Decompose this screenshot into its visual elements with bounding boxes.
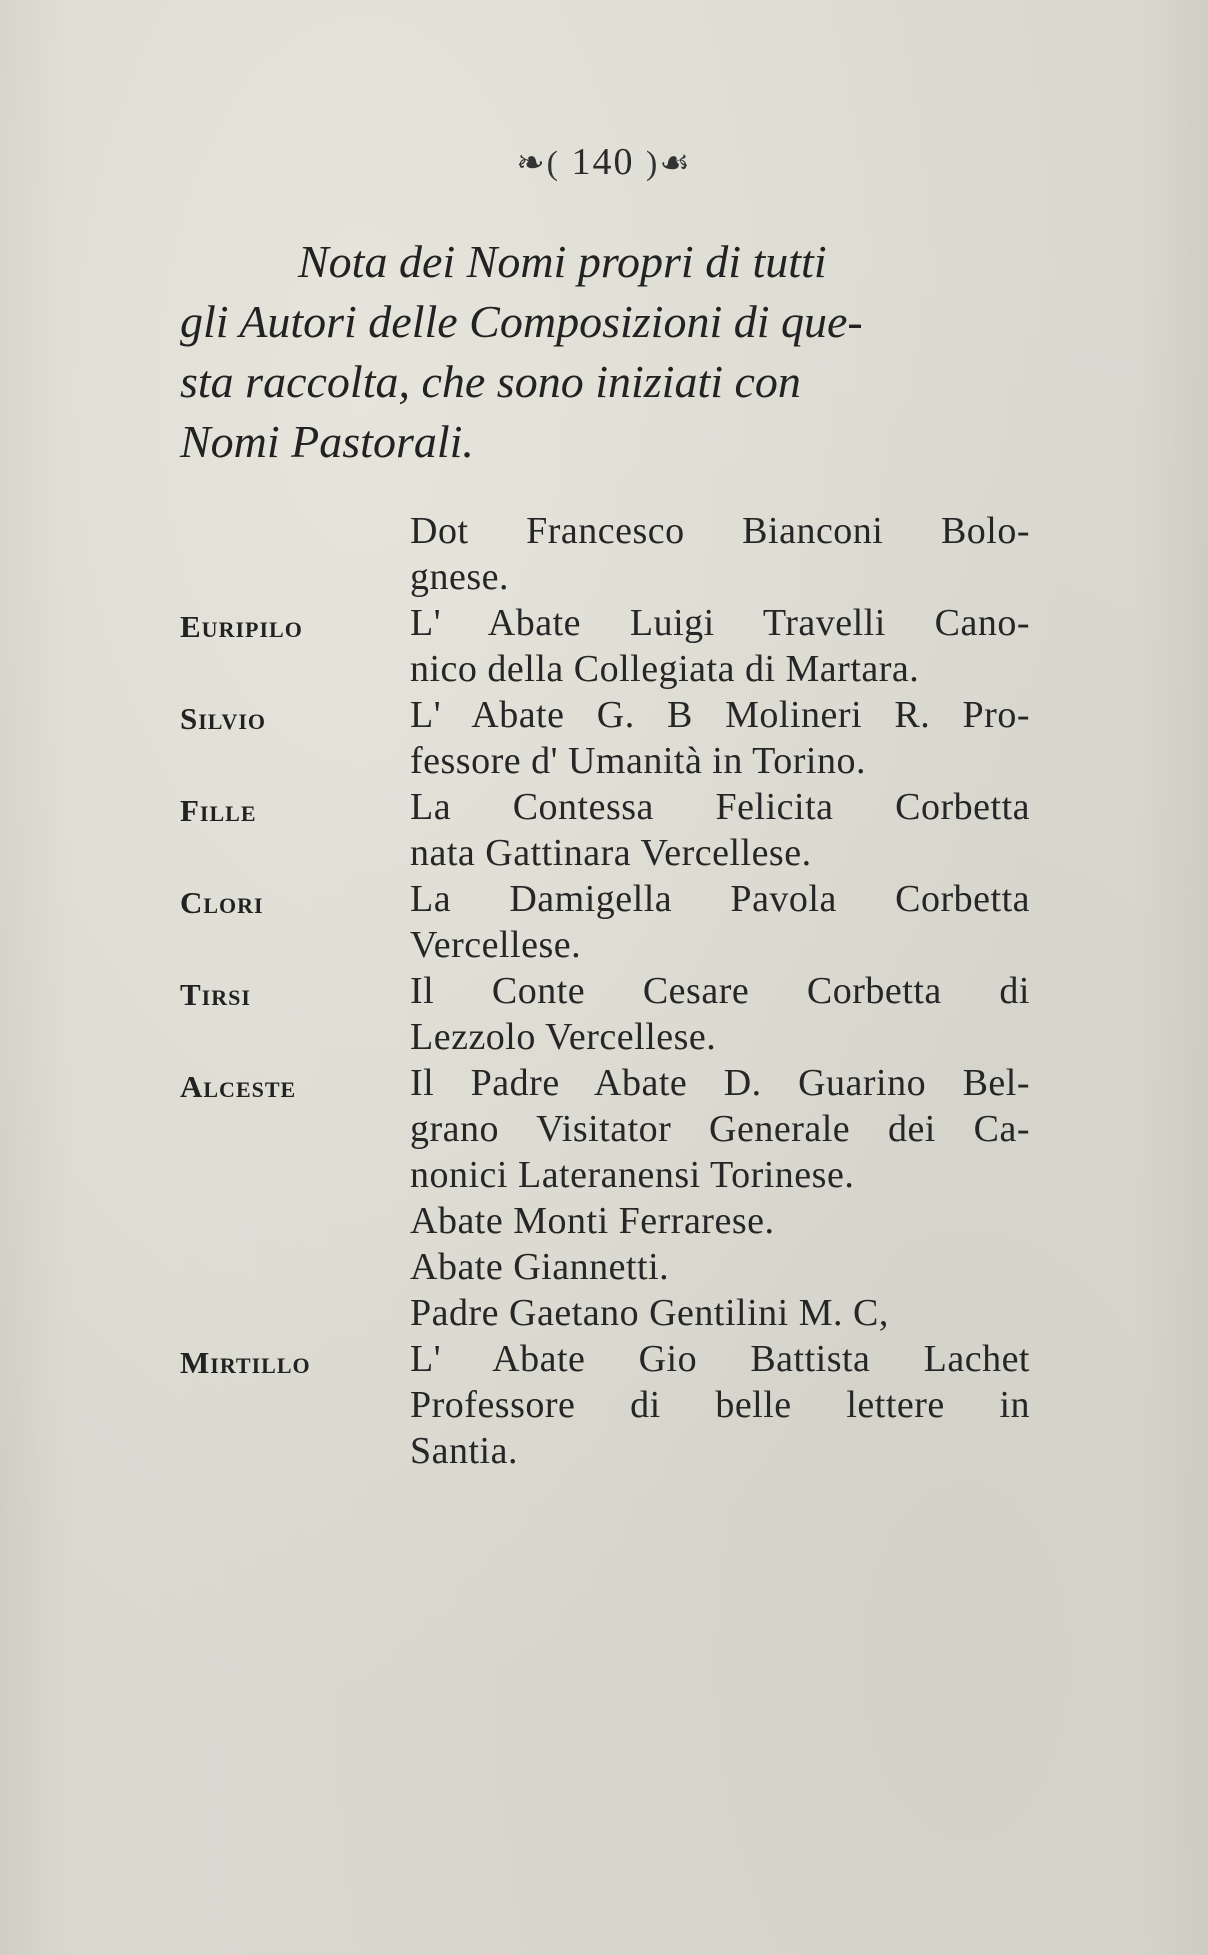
author-entry [180,600,1030,692]
author-entry [180,876,1030,968]
author-entry [180,968,1030,1060]
author-description [410,692,1030,784]
description-line: Professore di belle lettere in [410,1384,1030,1426]
author-list [180,508,1030,1474]
description-line: nata Gattinara Vercellese. [410,832,812,874]
description-line: nico della Collegiata di Martara. [410,648,920,690]
author-entry [180,784,1030,876]
pastoral-name: Euripilo [180,609,303,644]
description-line: Dot Francesco Bianconi Bolo- [410,510,1030,552]
author-description [410,1060,1030,1198]
author-description [410,784,1030,876]
ornament-right: )☙ [646,145,692,182]
author-entry [180,1060,1030,1198]
description-line: Abate Monti Ferrarese. [410,1200,775,1242]
description-line: nonici Lateranensi Torinese. [410,1154,855,1196]
page-header [0,140,1208,184]
description-line: La Contessa Felicita Corbetta [410,786,1030,828]
pastoral-name: Clori [180,885,264,920]
ornament-left: ❧( [516,145,560,182]
pastoral-name: Fille [180,793,257,828]
author-description [410,1198,1030,1244]
description-line: Lezzolo Vercellese. [410,1016,717,1058]
description-line: Il Conte Cesare Corbetta di [410,970,1030,1012]
description-line: La Damigella Pavola Corbetta [410,878,1030,920]
author-description [410,1290,1030,1336]
description-line: gnese. [410,556,510,598]
author-entry [180,508,1030,600]
author-description [410,508,1030,600]
author-entry [180,1198,1030,1244]
pastoral-name: Silvio [180,701,267,736]
author-description [410,600,1030,692]
description-line: Abate Giannetti. [410,1246,670,1288]
pastoral-name [180,508,410,512]
description-line: Il Padre Abate D. Guarino Bel- [410,1062,1030,1104]
author-entry [180,692,1030,784]
title-line: sta raccolta, che sono iniziati con [180,356,801,407]
author-description [410,876,1030,968]
author-entry [180,1244,1030,1290]
description-line: fessore d' Umanità in Torino. [410,740,866,782]
description-line: Vercellese. [410,924,582,966]
title-line: gli Autori delle Composizioni di que- [180,296,863,347]
description-line: L' Abate G. B Molineri R. Pro- [410,694,1030,736]
pastoral-name: Mirtillo [180,1345,311,1380]
pastoral-name [180,1290,410,1294]
pastoral-name: Alceste [180,1069,297,1104]
page-number: 140 [571,141,635,183]
author-entry [180,1336,1030,1474]
title-line [180,232,1020,292]
pastoral-name [180,1198,410,1202]
pastoral-name [180,1244,410,1248]
description-line: L' Abate Gio Battista Lachet [410,1338,1030,1380]
title-line: Nomi Pastorali. [180,416,474,467]
description-line: Padre Gaetano Gentilini M. C, [410,1292,889,1334]
description-line: grano Visitator Generale dei Ca- [410,1108,1030,1150]
pastoral-name: Tirsi [180,977,251,1012]
author-description [410,1336,1030,1474]
author-entry [180,1290,1030,1336]
description-line: L' Abate Luigi Travelli Cano- [410,602,1030,644]
author-description [410,968,1030,1060]
section-title [180,232,1020,472]
author-description [410,1244,1030,1290]
title-line-text: Nota dei Nomi propri di tutti [298,236,827,287]
description-line: Santia. [410,1430,518,1472]
